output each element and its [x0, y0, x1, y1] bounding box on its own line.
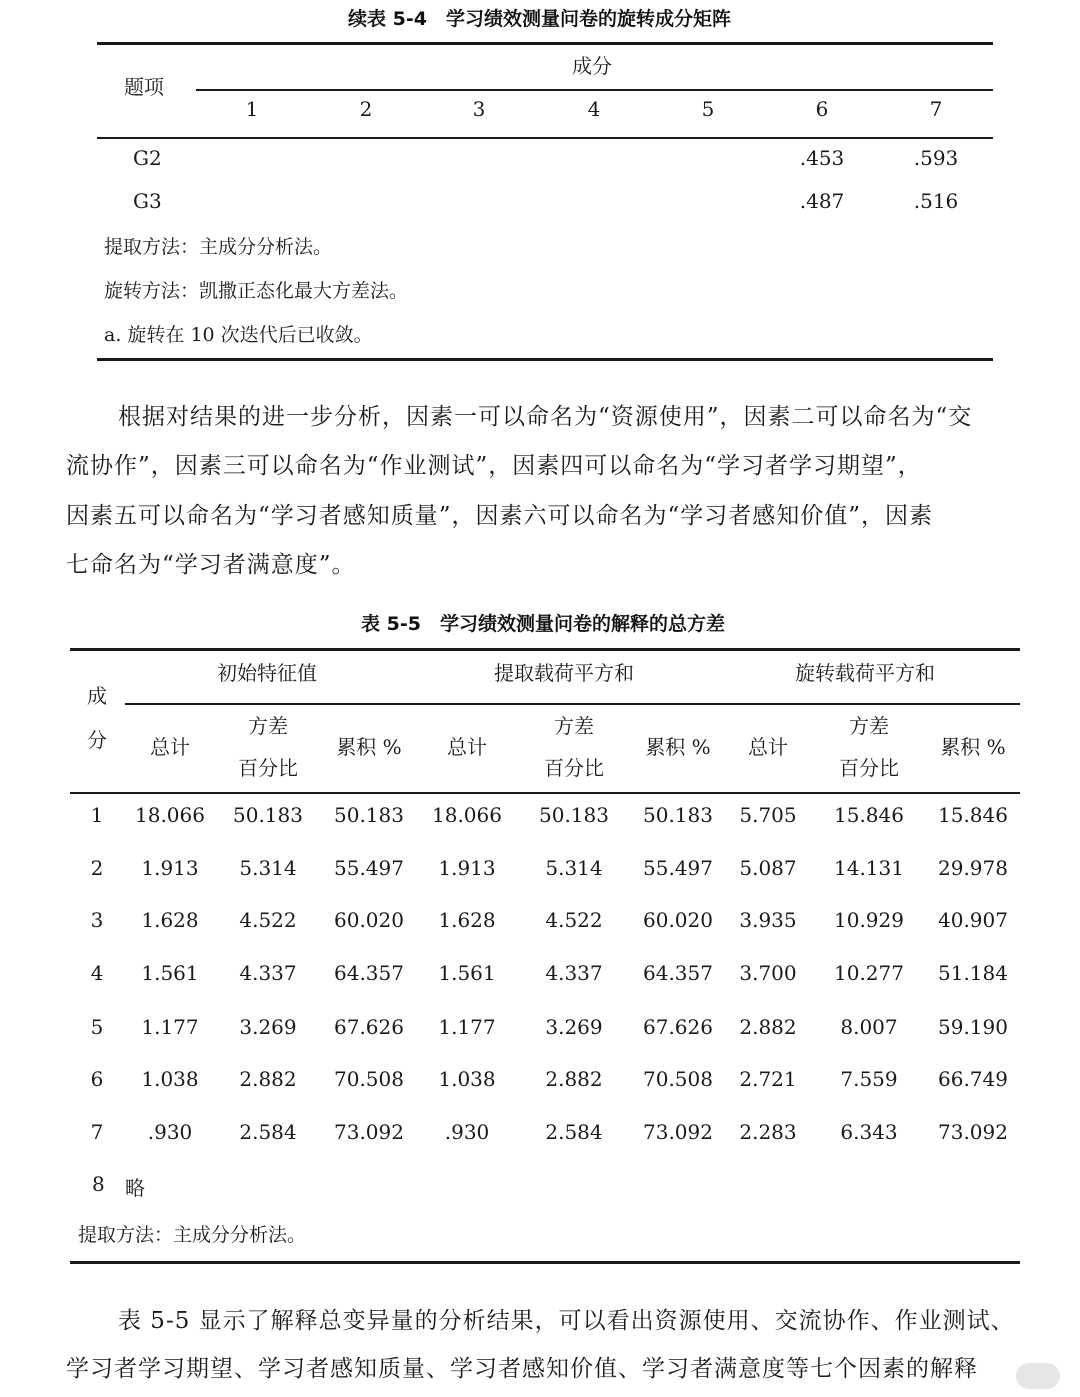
table5-cell: .930: [444, 1120, 490, 1144]
table4-cell: .487: [799, 189, 845, 213]
table5-cell: 67.626: [643, 1015, 713, 1039]
table5-cell: 67.626: [334, 1015, 404, 1039]
table5-cell: 5.314: [239, 856, 297, 880]
table5-cell: 4.337: [239, 961, 297, 985]
table5-sub-variance-top-1: 方差: [248, 714, 288, 738]
table5-note: 提取方法：主成分分析法。: [78, 1224, 307, 1246]
table5-cell: 8.007: [840, 1015, 898, 1039]
table5-cell: 5.087: [739, 856, 797, 880]
table5-cell: 2.882: [739, 1015, 797, 1039]
table5-cell: 50.183: [233, 803, 303, 827]
table5-cell: 5.705: [739, 803, 797, 827]
table5-cell: 1.628: [141, 908, 199, 932]
table4-caption: 续表 5-4 学习绩效测量问卷的旋转成分矩阵: [348, 8, 731, 30]
table5-cell: 2.584: [239, 1120, 297, 1144]
table5-cell: 1.913: [141, 856, 199, 880]
table5-cell: 70.508: [334, 1067, 404, 1091]
table4-col-header-5: 5: [701, 97, 715, 121]
table4-top-rule: [97, 42, 993, 45]
table5-cell: 50.183: [334, 803, 404, 827]
table5-sub-variance-top-2: 方差: [554, 714, 594, 738]
table5-cell: 29.978: [938, 856, 1008, 880]
table5-header-rule: [70, 792, 1020, 794]
table5-cell: 50.183: [643, 803, 713, 827]
table5-row-component: 7: [90, 1120, 104, 1144]
table5-cell: 64.357: [643, 961, 713, 985]
table5-cell: 10.929: [834, 908, 904, 932]
table4-note-1: 提取方法：主成分分析法。: [104, 236, 333, 258]
table5-cell: 1.561: [141, 961, 199, 985]
table4-col-header-6: 6: [815, 97, 829, 121]
table5-cell: 59.190: [938, 1015, 1008, 1039]
table5-sub-variance-top-3: 方差: [849, 714, 889, 738]
table5-cell: 55.497: [643, 856, 713, 880]
table4-group-header: 成分: [572, 54, 612, 78]
table5-row-component: 4: [90, 961, 104, 985]
table4-group-rule: [196, 89, 993, 91]
table4-bottom-rule: [97, 358, 993, 361]
table5-sub-total-1: 总计: [150, 735, 190, 759]
table5-row-component: 2: [90, 856, 104, 880]
table5-cell: 7.559: [840, 1067, 898, 1091]
table5-cell: 6.343: [840, 1120, 898, 1144]
table4-note-3: a. 旋转在 10 次迭代后已收敛。: [104, 324, 373, 346]
table4-row-label: G2: [133, 146, 162, 170]
table5-cell: 1.038: [141, 1067, 199, 1091]
table5-cell: 60.020: [334, 908, 404, 932]
table4-cell: .516: [913, 189, 959, 213]
table5-row-8-component: 8: [92, 1172, 105, 1196]
table5-cell: 73.092: [334, 1120, 404, 1144]
table5-cell: 64.357: [334, 961, 404, 985]
table5-cell: 4.522: [239, 908, 297, 932]
table5-cell: 2.882: [239, 1067, 297, 1091]
table4-cell: .593: [913, 146, 959, 170]
table5-cell: 14.131: [834, 856, 904, 880]
table5-cell: 15.846: [834, 803, 904, 827]
table5-sub-cumulative-1: 累积 %: [336, 735, 402, 759]
table5-group-2: 提取载荷平方和: [494, 661, 634, 685]
table5-cell: 3.700: [739, 961, 797, 985]
table5-cell: 60.020: [643, 908, 713, 932]
table5-cell: 2.721: [739, 1067, 797, 1091]
paragraph1-line-2: 流协作”，因素三可以命名为“作业测试”，因素四可以命名为“学习者学习期望”，: [66, 453, 922, 479]
table5-sub-cumulative-2: 累积 %: [645, 735, 711, 759]
table4-col-header-4: 4: [587, 97, 601, 121]
table5-group-1: 初始特征值: [217, 661, 317, 685]
table5-cell: 55.497: [334, 856, 404, 880]
table5-row-header-top: 成: [87, 684, 107, 708]
table5-row-component: 5: [90, 1015, 104, 1039]
table5-row-component: 6: [90, 1067, 104, 1091]
table5-cell: 51.184: [938, 961, 1008, 985]
table5-cell: 3.269: [239, 1015, 297, 1039]
table4-row-header: 题项: [124, 75, 164, 99]
table5-cell: 4.337: [545, 961, 603, 985]
table5-cell: 40.907: [938, 908, 1008, 932]
table5-cell: 2.283: [739, 1120, 797, 1144]
table5-cell: 73.092: [938, 1120, 1008, 1144]
table5-cell: 70.508: [643, 1067, 713, 1091]
table5-cell: 2.882: [545, 1067, 603, 1091]
table5-sub-total-2: 总计: [447, 735, 487, 759]
table4-col-header-1: 1: [245, 97, 259, 121]
table5-cell: 10.277: [834, 961, 904, 985]
table5-cell: .930: [147, 1120, 193, 1144]
paragraph1-line-1: 根据对结果的进一步分析，因素一可以命名为“资源使用”，因素二可以命名为“交: [118, 404, 973, 430]
table5-group-rule: [125, 703, 1020, 705]
table5-cell: 1.913: [438, 856, 496, 880]
table5-cell: 1.177: [141, 1015, 199, 1039]
table5-sub-total-3: 总计: [748, 735, 788, 759]
table5-cell: 66.749: [938, 1067, 1008, 1091]
table5-cell: 18.066: [135, 803, 205, 827]
table5-cell: 3.935: [739, 908, 797, 932]
table5-sub-variance-bottom-2: 百分比: [544, 756, 604, 780]
table4-header-rule: [97, 137, 993, 139]
paragraph1-line-3: 因素五可以命名为“学习者感知质量”，因素六可以命名为“学习者感知价值”，因素: [66, 503, 934, 529]
table5-sub-variance-bottom-3: 百分比: [839, 756, 899, 780]
table5-sub-cumulative-3: 累积 %: [940, 735, 1006, 759]
table5-sub-variance-bottom-1: 百分比: [238, 756, 298, 780]
table4-col-header-2: 2: [359, 97, 373, 121]
table4-col-header-7: 7: [929, 97, 943, 121]
paragraph2-line-1: 表 5-5 显示了解释总变异量的分析结果，可以看出资源使用、交流协作、作业测试、: [118, 1308, 1015, 1334]
table5-cell: 2.584: [545, 1120, 603, 1144]
table4-col-header-3: 3: [472, 97, 486, 121]
table5-row-component: 3: [90, 908, 104, 932]
table5-row-header-bottom: 分: [87, 728, 107, 752]
table5-cell: 15.846: [938, 803, 1008, 827]
paragraph2-line-2: 学习者学习期望、学习者感知质量、学习者感知价值、学习者满意度等七个因素的解释: [66, 1356, 978, 1382]
table5-cell: 1.561: [438, 961, 496, 985]
table5-cell: 73.092: [643, 1120, 713, 1144]
table5-cell: 4.522: [545, 908, 603, 932]
table5-cell: 18.066: [432, 803, 502, 827]
table5-cell: 5.314: [545, 856, 603, 880]
table5-cell: 1.628: [438, 908, 496, 932]
table5-row-8-text: 略: [125, 1176, 145, 1200]
table5-bottom-rule: [70, 1261, 1020, 1264]
table5-row-component: 1: [90, 803, 104, 827]
table4-row-label: G3: [133, 189, 162, 213]
watermark-badge: [1016, 1363, 1060, 1389]
table5-cell: 50.183: [539, 803, 609, 827]
table4-note-2: 旋转方法：凯撒正态化最大方差法。: [104, 280, 409, 302]
table5-cell: 1.177: [438, 1015, 496, 1039]
table5-group-3: 旋转载荷平方和: [795, 661, 935, 685]
table4-cell: .453: [799, 146, 845, 170]
table5-cell: 3.269: [545, 1015, 603, 1039]
paragraph1-line-4: 七命名为“学习者满意度”。: [66, 552, 356, 578]
table5-caption: 表 5-5 学习绩效测量问卷的解释的总方差: [361, 613, 725, 635]
table5-cell: 1.038: [438, 1067, 496, 1091]
table5-top-rule: [70, 648, 1020, 651]
